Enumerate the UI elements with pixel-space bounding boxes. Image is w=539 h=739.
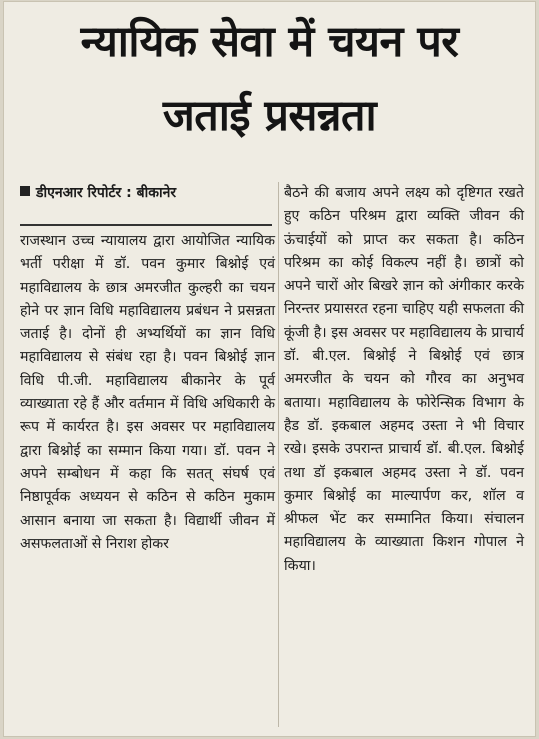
headline-line-1: न्यायिक सेवा में चयन पर <box>80 17 459 67</box>
byline-rule <box>20 224 272 226</box>
right-column-text: बैठने की बजाय अपने लक्ष्य को दृष्टिगत रखते हुए कठिन परिश्रम द्वारा व्यक्ति जीवन की ऊंचाईयों को प्राप्त कर सकता है। कठिन परिश्रम का कोई विकल्प नहीं है। छात्रों को अपने चारों ओर बिखरे ज्ञान को अंगीकार करके निरन्तर प्रयासरत रहना चाहिए यही सफलता की कूंजी है। इस अवसर पर महाविद्यालय के प्राचार्य डॉ. बी.एल. बिश्नोई ने बिश्नोई एवं छात्र अमरजीत के चयन को गौरव का अनुभव बताया। महाविद्यालय के फोरेन्सिक विभाग के हैड डॉ. इकबाल अहमद उस्ता ने भी विचार रखे। इसके उपरान्त प्राचार्य डॉ. बी.एल. बिश्नोई तथा डॉ इकबाल अहमद उस्ता ने डॉ. पवन कुमार बिश्नोई का माल्यार्पण कर, शॉल व श्रीफल भेंट कर सम्मानित किया। संचालन महाविद्यालय के व्याख्याता किशन गोपाल ने किया। <box>284 185 524 574</box>
left-column-text: राजस्थान उच्च न्यायालय द्वारा आयोजित न्यायिक भर्ती परीक्षा में डॉ. पवन कुमार बिश्नोई एवं महाविद्यालय के छात्र अमरजीत कुल्हरी का चयन होने पर ज्ञान विधि महाविद्यालय प्रबंधन ने प्रसन्नता जताई है। दोनों ही अभ्यर्थियों का ज्ञान विधि महाविद्यालय से संबंध रहा है। पवन बिश्नोई ज्ञान विधि पी.जी. महाविद्यालय बीकानेर के पूर्व व्याख्याता रहे हैं और वर्तमान में विधि अधिकारी के रूप में कार्यरत है। इस अवसर पर महाविद्यालय द्वारा बिश्नोई का सम्मान किया गया। डॉ. पवन ने अपने सम्बोधन में कहा कि सतत् संघर्ष एवं निष्ठापूर्वक अध्ययन से कठिन से कठिन मुकाम आसान बनाया जा सकता है। विद्यार्थी जीवन में असफलताओं से निराश होकर <box>20 233 275 552</box>
article-column-left <box>20 230 275 556</box>
article-column-right <box>284 182 524 578</box>
byline-text: डीएनआर रिपोर्टर : बीकानेर <box>36 185 177 201</box>
newspaper-clipping <box>4 2 535 736</box>
headline-line-2: जताई प्रसन्नता <box>162 91 377 141</box>
byline <box>20 183 260 202</box>
byline-square-icon <box>20 186 30 196</box>
column-divider <box>278 182 279 727</box>
